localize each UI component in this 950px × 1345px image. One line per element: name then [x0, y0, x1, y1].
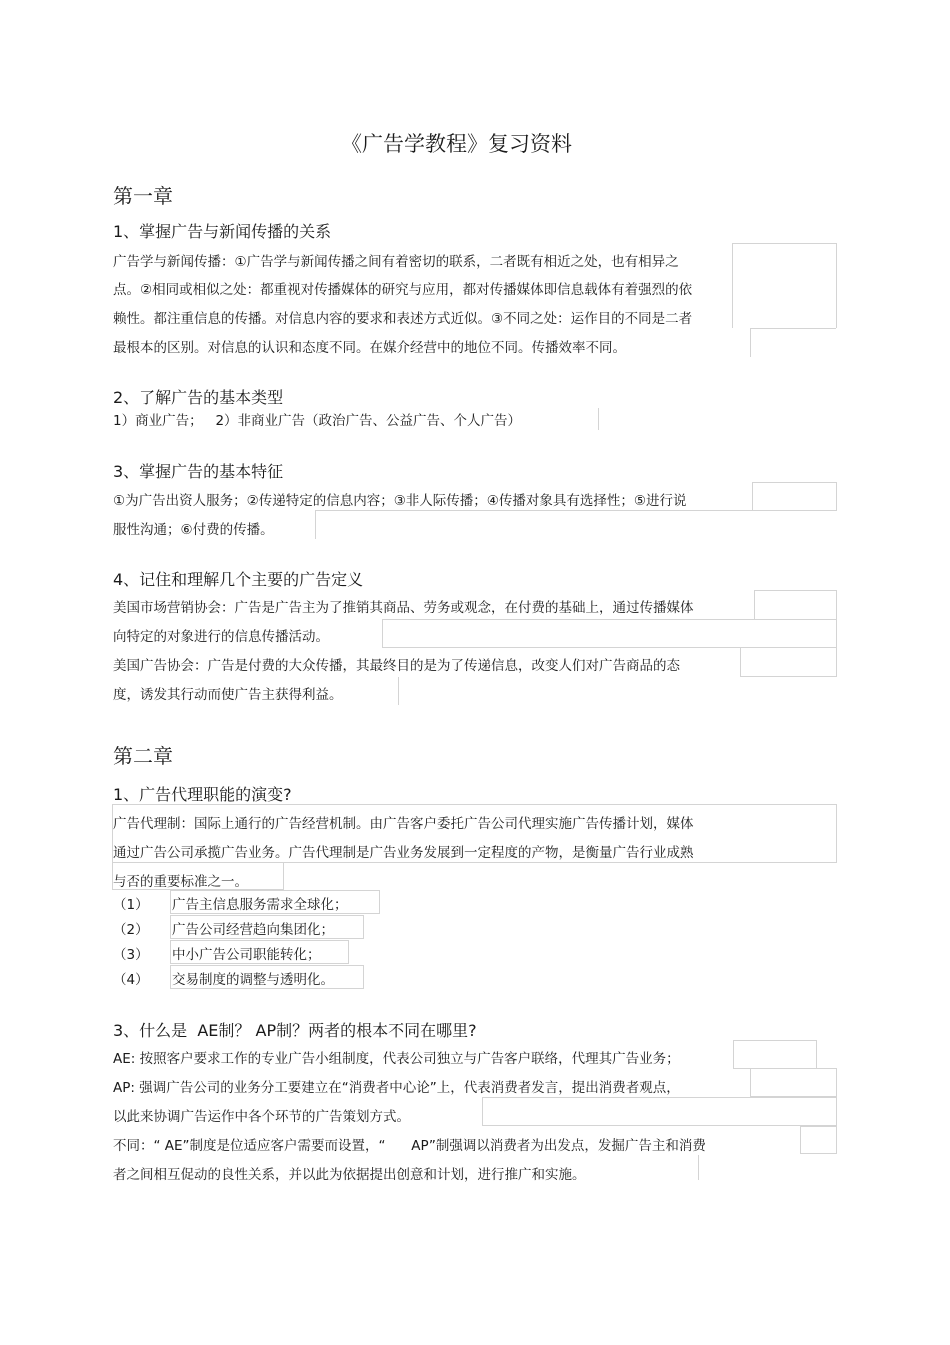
paragraph-line: 服性沟通；⑥付费的传播。: [113, 522, 274, 538]
paragraph-line: 通过广告公司承揽广告业务。广告代理制是广告业务发展到一定程度的产物，是衡量广告行业成熟: [113, 845, 694, 861]
paragraph-line: 美国市场营销协会：广告是广告主为了推销其商品、劳务或观念，在付费的基础上，通过传播媒体: [113, 600, 694, 616]
scan-line: [698, 1155, 699, 1180]
section-heading: 3、掌握广告的基本特征: [113, 462, 284, 481]
scan-box: [482, 1097, 837, 1126]
paragraph-line: 与否的重要标准之一。: [113, 874, 248, 890]
paragraph-line: 向特定的对象进行的信息传播活动。: [113, 629, 329, 645]
list-item-number: （3）: [113, 947, 149, 963]
scan-box: [733, 1040, 817, 1069]
scan-box: [754, 590, 837, 619]
paragraph-line: 广告学与新闻传播：①广告学与新闻传播之间有着密切的联系，二者既有相近之处，也有相异之: [113, 254, 679, 270]
section-heading: 1、广告代理职能的演变?: [113, 785, 292, 804]
list-item-text: 广告主信息服务需求全球化；: [172, 897, 348, 913]
paragraph-line: AE: 按照客户要求工作的专业广告小组制度，代表公司独立与广告客户联络，代理其广告业务；: [113, 1051, 680, 1067]
paragraph-line: 度，诱发其行动而使广告主获得利益。: [113, 687, 343, 703]
document-title: 《广告学教程》复习资料: [341, 132, 572, 156]
section-heading: 1、掌握广告与新闻传播的关系: [113, 222, 332, 241]
scan-box: [315, 510, 836, 539]
list-item-number: （4）: [113, 972, 149, 988]
scan-box: [750, 328, 836, 357]
paragraph-line: 美国广告协会：广告是付费的大众传播，其最终目的是为了传递信息，改变人们对广告商品的态: [113, 658, 680, 674]
paragraph-line: 最根本的区别。对信息的认识和态度不同。在媒介经营中的地位不同。传播效率不同。: [113, 340, 626, 356]
scan-box: [382, 619, 837, 648]
list-item-number: （1）: [113, 897, 149, 913]
scan-box: [752, 482, 837, 511]
chapter-1-heading: 第一章: [113, 184, 173, 208]
chapter-2-heading: 第二章: [113, 744, 173, 768]
paragraph-line: 广告代理制：国际上通行的广告经营机制。由广告客户委托广告公司代理实施广告传播计划，媒体: [113, 816, 694, 832]
paragraph-line: 点。②相同或相似之处：都重视对传播媒体的研究与应用，都对传播媒体即信息载体有着强烈的依: [113, 282, 693, 298]
scan-line: [398, 677, 399, 705]
paragraph-line: 以此来协调广告运作中各个环节的广告策划方式。: [113, 1109, 410, 1125]
list-item-text: 中小广告公司职能转化；: [172, 947, 321, 963]
section-heading: 4、记住和理解几个主要的广告定义: [113, 570, 364, 589]
scan-box: [750, 1068, 837, 1097]
list-item-text: 交易制度的调整与透明化。: [172, 972, 334, 988]
scan-box: [740, 647, 837, 677]
scan-box: [732, 243, 837, 328]
paragraph-line: 1）商业广告； 2）非商业广告（政治广告、公益广告、个人广告）: [113, 413, 522, 429]
paragraph-line: ①为广告出资人服务；②传递特定的信息内容；③非人际传播；④传播对象具有选择性；⑤进行说: [113, 493, 687, 509]
scan-box: [800, 1126, 837, 1154]
paragraph-line: AP: 强调广告公司的业务分工要建立在“消费者中心论”上，代表消费者发言，提出消费者观点，: [113, 1080, 680, 1096]
scan-line: [598, 408, 599, 430]
section-heading: 2、了解广告的基本类型: [113, 388, 284, 407]
paragraph-line: 赖性。都注重信息的传播。对信息内容的要求和表述方式近似。③不同之处：运作目的不同是二者: [113, 311, 693, 327]
paragraph-line: 者之间相互促动的良性关系，并以此为依据提出创意和计划，进行推广和实施。: [113, 1167, 586, 1183]
paragraph-line: 不同：“ AE”制度是位适应客户需要而设置，“ AP”制强调以消费者为出发点，发掘广告主和消费: [113, 1138, 706, 1154]
section-heading: 3、什么是 AE制？ AP制？两者的根本不同在哪里?: [113, 1021, 477, 1040]
list-item-text: 广告公司经营趋向集团化；: [172, 922, 334, 938]
list-item-number: （2）: [113, 922, 149, 938]
